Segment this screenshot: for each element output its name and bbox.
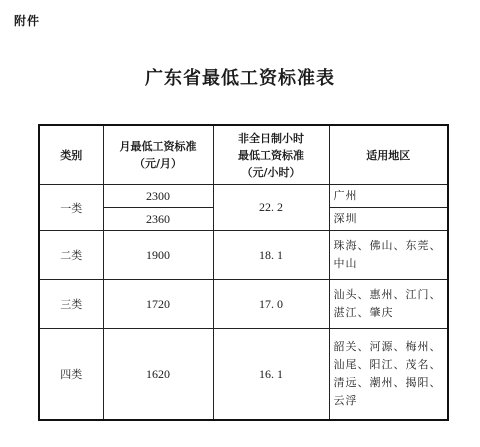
row-monthly: 1900 [103,231,213,280]
area-line: 汕头、惠州、江门、 [333,288,442,301]
row-category: 一类 [39,185,103,231]
area-line: 汕尾、阳江、茂名、 [333,358,442,371]
row-areas [329,231,448,280]
row-hourly: 17. 0 [213,280,329,329]
header-monthly-line1: 月最低工资标准 [119,140,197,153]
row-areas [329,280,448,329]
header-hourly [213,125,329,185]
row-monthly: 2360 [103,208,213,231]
area-line: 清远、潮州、揭阳、 [333,376,442,389]
table-row [39,231,448,280]
header-row [39,125,448,185]
header-monthly-line2: （元/月） [133,157,183,170]
row-category: 二类 [39,231,103,280]
table-row [39,329,448,421]
row-hourly: 18. 1 [213,231,329,280]
row-hourly: 22. 2 [213,185,329,231]
row-category: 三类 [39,280,103,329]
area-line: 湛江、肇庆 [333,306,394,319]
header-hourly-line1: 非全日制小时 [238,131,304,145]
document-title: 广东省最低工资标准表 [145,68,335,89]
row-monthly: 1720 [103,280,213,329]
row-monthly: 1620 [103,329,213,421]
header-areas: 适用地区 [329,125,448,185]
table-row [39,185,448,208]
header-category: 类别 [39,125,103,185]
attachment-label: 附件 [14,14,41,28]
header-hourly-line3: （元/小时） [241,165,301,179]
area-line: 韶关、河源、梅州、 [333,340,442,353]
area-line: 珠海、佛山、东莞、 [333,239,442,252]
minimum-wage-table [38,124,449,421]
row-category: 四类 [39,329,103,421]
row-areas [329,329,448,421]
area-line: 云浮 [333,394,358,407]
header-hourly-line2: 最低工资标准 [238,148,304,162]
row-hourly: 16. 1 [213,329,329,421]
area-line: 中山 [333,257,358,270]
table-row [39,280,448,329]
header-monthly [103,125,213,185]
row-areas: 广州 [329,185,448,208]
row-areas: 深圳 [329,208,448,231]
row-monthly: 2300 [103,185,213,208]
